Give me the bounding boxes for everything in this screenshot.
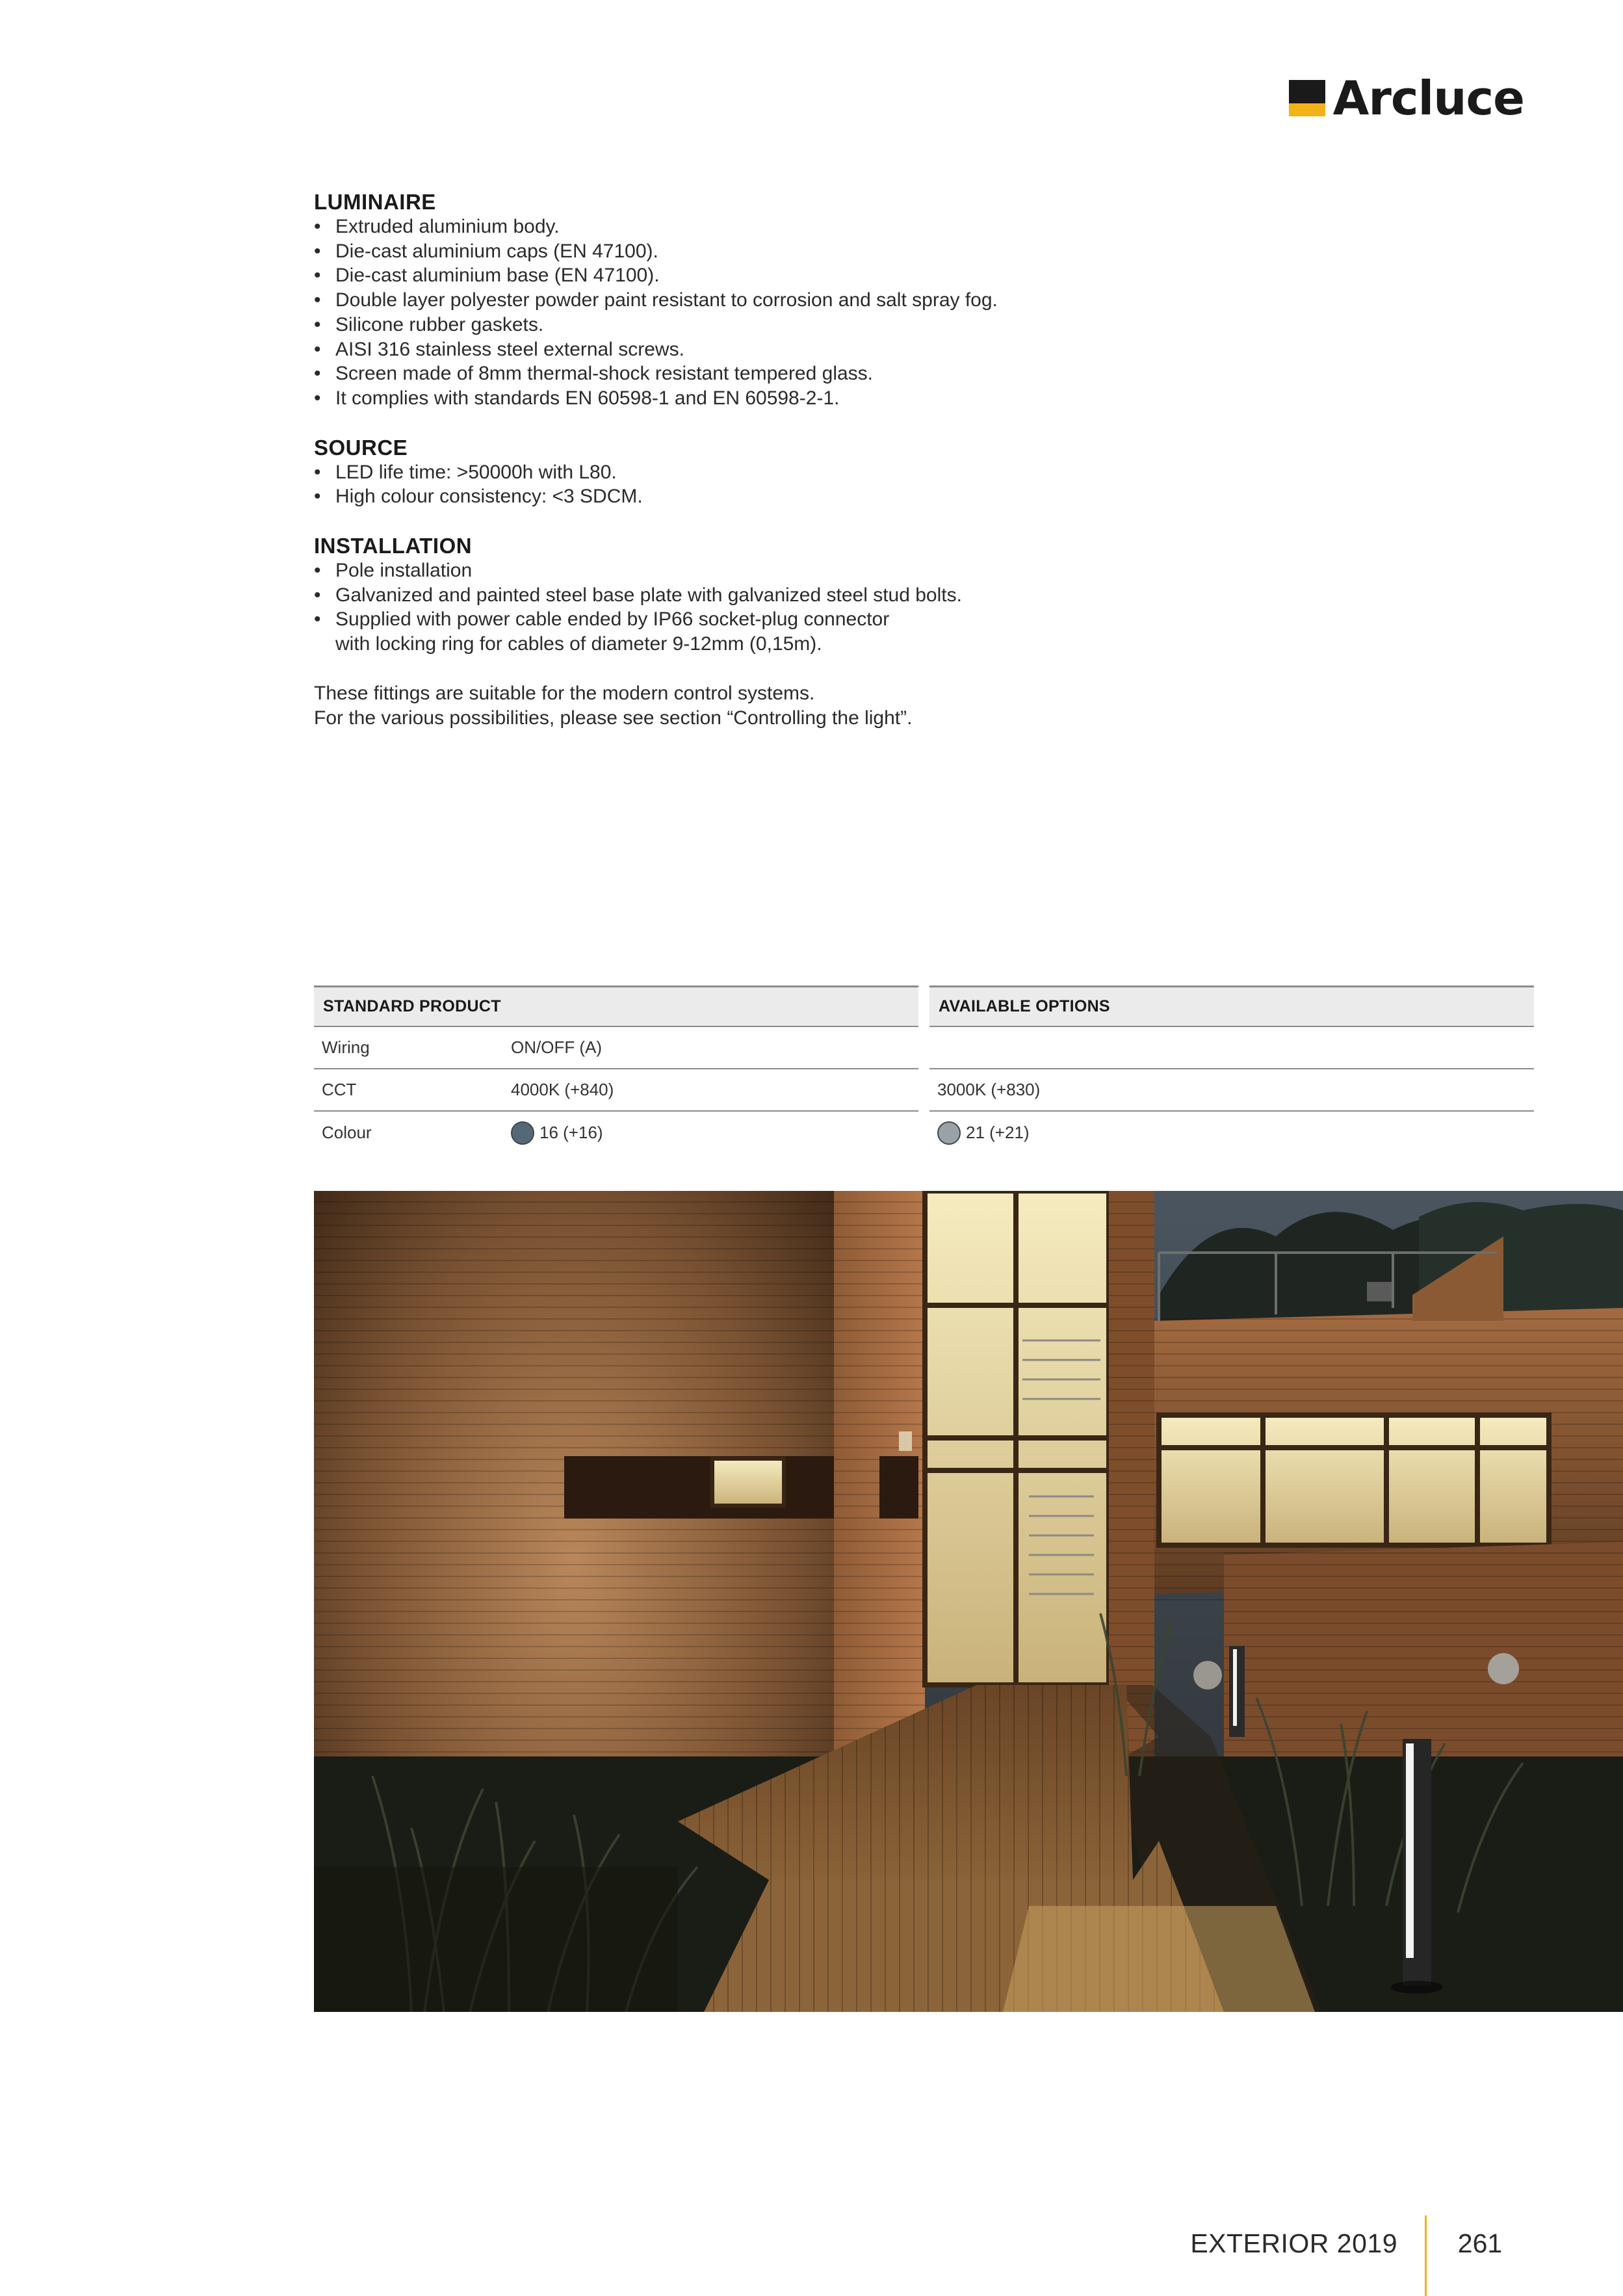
row-value-wrap — [511, 1121, 603, 1145]
table-header — [929, 985, 1534, 1027]
table-header-label: STANDARD PRODUCT — [323, 997, 501, 1015]
row-value: 21 (+21) — [966, 1123, 1030, 1142]
row-value: 4000K (+840) — [511, 1080, 614, 1099]
table-row — [314, 1069, 918, 1112]
row-label: Colour — [322, 1123, 372, 1142]
page-number: 261 — [1457, 2228, 1503, 2258]
list-item: • Galvanized and painted steel base plate with galvanized steel stud bolts. — [314, 583, 1419, 608]
brand-logo — [1289, 71, 1524, 125]
list-item: • Die-cast aluminium caps (EN 47100). — [314, 239, 1419, 264]
row-value-wrap — [929, 1121, 1030, 1145]
product-photo — [314, 1191, 1623, 2012]
source-title: SOURCE — [314, 435, 408, 460]
list-item: • It complies with standards EN 60598-1 and EN 60598-2-1. — [314, 386, 1419, 411]
footer-divider — [1425, 2215, 1427, 2296]
luminaire-list — [314, 215, 1419, 411]
installation-list — [314, 558, 1419, 657]
logo-icon — [1289, 80, 1325, 116]
list-item-line: with locking ring for cables of diameter 9-12mm (0,15m). — [335, 633, 822, 655]
list-item: • LED life time: >50000h with L80. — [314, 460, 1419, 485]
luminaire-title: LUMINAIRE — [314, 190, 436, 214]
list-item — [314, 607, 1419, 656]
list-item: • Double layer polyester powder paint resistant to corrosion and salt spray fog. — [314, 288, 1419, 313]
table-row — [929, 1112, 1534, 1154]
colour-swatch-icon — [937, 1121, 961, 1145]
list-item: • Screen made of 8mm thermal-shock resistant tempered glass. — [314, 361, 1419, 386]
luminaire-section — [314, 190, 1419, 411]
note-line: These fittings are suitable for the modern control systems. — [314, 682, 815, 704]
standard-product-table — [314, 985, 918, 1154]
table-row — [929, 1027, 1534, 1069]
colour-swatch-icon — [511, 1121, 534, 1145]
installation-title: INSTALLATION — [314, 534, 473, 558]
source-list — [314, 460, 1419, 509]
list-item: • Pole installation — [314, 558, 1419, 583]
note-line: For the various possibilities, please see section “Controlling the light”. — [314, 707, 913, 729]
control-note — [314, 681, 1419, 730]
footer-section-label: EXTERIOR 2019 — [1190, 2228, 1397, 2258]
installation-section — [314, 534, 1419, 657]
list-item: • Die-cast aluminium base (EN 47100). — [314, 263, 1419, 288]
row-value: 16 (+16) — [539, 1123, 603, 1142]
row-label: Wiring — [322, 1037, 370, 1057]
table-row — [929, 1069, 1534, 1112]
list-item: • Extruded aluminium body. — [314, 215, 1419, 239]
table-header — [314, 985, 918, 1027]
available-options-table — [929, 985, 1534, 1154]
list-item: • High colour consistency: <3 SDCM. — [314, 484, 1419, 509]
row-value: ON/OFF (A) — [511, 1037, 603, 1057]
table-row — [314, 1112, 918, 1154]
table-row — [314, 1027, 918, 1069]
spec-text — [314, 190, 1419, 730]
list-item: • AISI 316 stainless steel external screws. — [314, 337, 1419, 362]
source-section — [314, 436, 1419, 509]
table-header-label: AVAILABLE OPTIONS — [939, 997, 1110, 1015]
row-label: CCT — [322, 1080, 357, 1099]
row-value: 3000K (+830) — [937, 1080, 1041, 1099]
list-item-line: • Supplied with power cable ended by IP66 socket-plug connector — [335, 608, 890, 631]
brand-name: Arcluce — [1332, 71, 1524, 125]
list-item: • Silicone rubber gaskets. — [314, 313, 1419, 337]
